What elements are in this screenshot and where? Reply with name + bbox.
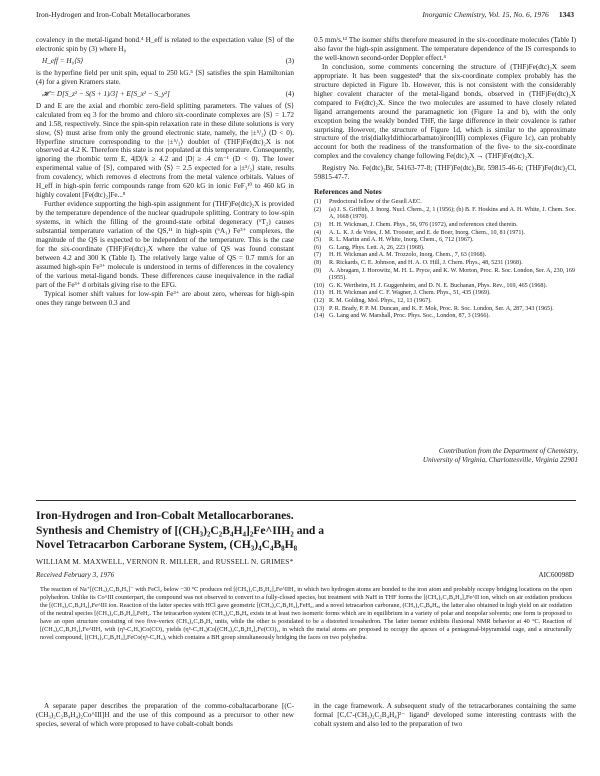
reference-number: (11)	[314, 290, 324, 297]
running-head-title: Iron-Hydrogen and Iron-Cobalt Metallocarboranes	[36, 10, 191, 19]
reference-number: (4)	[314, 229, 322, 236]
reference-text: G. Lang, Phys. Lett. A, 26, 223 (1968).	[329, 244, 425, 251]
affiliation-line: University of Virginia, Charlottesville, Virginia 22901	[422, 456, 578, 464]
paragraph: Further evidence supporting the high-spin assignment for (THF)Fe(dtc)₂X is provided by the temperature dependence of the nuclear quadrupole splitting. Contrary to low-spin systems, in which the filling of the ground-state orbital degeneracy (⁶T₂) causes substantial temperature variation of the QS,¹¹ in high-spin (⁶A₁) Fe³⁺ complexes, the magnitude of the QS is expected to be independent of the temperature. This is the case for the six-coordinate (THF)Fe(dtc)₂X where the value of QS was found constant between 4.2 and 300 K (Table I). The relatively large value of QS = 0.7 mm/s for an assumed high-spin Fe³⁺ molecule is understood in terms of differences in the covalency of the various metal-ligand bonds. These differences cause inequivalence in the radial part of the Fe³⁺ d orbitals giving rise to the EFG.	[36, 200, 294, 289]
references-list	[314, 199, 576, 321]
paragraph: Typical isomer shift values for low-spin Fe³⁺ are about zero, whereas for high-spin ones they range between 0.3 and	[36, 289, 294, 307]
reference-item	[314, 313, 576, 321]
reference-text: H. H. Wickman, J. Chem. Phys., 56, 976 (1972), and references cited therein.	[329, 221, 518, 228]
reference-text: Predoctoral fellow of the Gesell AEC.	[329, 199, 422, 206]
reference-number: (14)	[314, 313, 325, 320]
journal-citation: Inorganic Chemistry, Vol. 15, No. 6, 1976	[422, 10, 549, 19]
running-head	[36, 10, 574, 24]
equation-number: (3)	[285, 56, 294, 65]
reference-number: (6)	[314, 244, 322, 251]
reference-number: (9)	[314, 267, 322, 274]
reference-item	[314, 268, 576, 283]
reference-item	[314, 207, 576, 222]
reference-item	[314, 298, 576, 306]
reference-text: H. H. Wickman and A. M. Trozzolo, Inorg. Chem., 7, 63 (1968).	[329, 252, 487, 259]
references-heading: References and Notes	[314, 187, 382, 197]
reference-number: (7)	[314, 252, 322, 259]
reference-item	[314, 260, 576, 268]
running-head-citation	[422, 10, 574, 19]
reference-text: R. M. Golding, Mol. Phys., 12, 13 (1967).	[329, 297, 432, 304]
reference-number: (8)	[314, 259, 322, 266]
equation-number: (4)	[285, 89, 294, 98]
article-body-left	[36, 702, 294, 729]
reference-text: (a) J. S. Griffith, J. Inorg. Nucl. Chem., 2, 1 (1956); (b) B. F. Hoskins and A. H. White, J. Chem. Soc. A, 1668 (1970).	[329, 206, 576, 221]
manuscript-code: AIC60098D	[538, 571, 574, 579]
received-date: Received February 3, 1976	[36, 571, 115, 579]
reference-item	[314, 290, 576, 298]
contribution-affiliation	[316, 447, 578, 465]
page-number: 1343	[558, 10, 574, 19]
reference-number: (10)	[314, 282, 325, 289]
reference-number: (13)	[314, 305, 325, 312]
article-body-right	[314, 702, 576, 729]
reference-text: A. L. K. J. de Vries, J. M. Trooster, and E. de Boer, Inorg. Chem., 10, 81 (1971).	[329, 229, 525, 236]
reference-text: H. H. Wickman and C. F. Wagner, J. Chem. Phys., 51, 435 (1969).	[329, 290, 491, 297]
reference-item	[314, 222, 576, 230]
affiliation-line: Contribution from the Department of Chemistry,	[438, 447, 578, 455]
paragraph: in the cage framework. A subsequent study of the tetracarboranes containing the same formal [C,C'-(CH₃)₂C₂B₄H₄]²⁻ ligand² developed some interesting contrasts with the cobalt system and also led to the preparation of two	[314, 702, 576, 729]
reference-item	[314, 252, 576, 260]
equation-3	[42, 57, 294, 66]
left-column	[36, 36, 294, 308]
right-column	[314, 36, 576, 321]
reference-item	[314, 237, 576, 245]
reference-number: (5)	[314, 237, 322, 244]
reference-text: P. R. Brady, P. P. M. Duncan, and K. F. Mok, Proc. R. Soc. London, Ser. A, 287, 343 (1965).	[329, 305, 554, 312]
reference-text: R. L. Martin and A. H. White, Inorg. Chem., 6, 712 (1967).	[329, 237, 474, 244]
reference-number: (3)	[314, 221, 322, 228]
reference-number: (1)	[314, 199, 322, 206]
paragraph: is the hyperfine field per unit spin, equal to 250 kG.⁵ ⟨S⟩ satisfies the spin Hamiltonian (4) for a given Kramers state.	[36, 68, 294, 86]
equation-text: 𝓗 = D[S_z² − S(S + 1)/3] + E[S_x² − S_y²]	[42, 89, 170, 98]
reference-number: (2)	[314, 206, 322, 213]
paragraph: A separate paper describes the preparation of the commo-cobaltacarborane [(C-(CH₃)₂C₂B₄H₄)₂Co^III]H and the use of this compound as a precursor to other new species, several of which were proposed to have cobalt-cobalt bonds	[36, 702, 294, 729]
title-line: Synthesis and Chemistry of [(CH₃)₂C₂B₄H₄]₂Fe^IIH₂ and a	[36, 523, 325, 537]
equation-4	[42, 90, 294, 99]
registry-numbers: Registry No. Fe(dtc)₂Br, 54163-77-8; (THF)Fe(dtc)₂Br, 59815-46-6; (THF)Fe(dtc)₂Cl, 59815-47-7.	[314, 164, 576, 182]
reference-item	[314, 306, 576, 314]
reference-text: A. Abragam, J. Horowitz, M. H. L. Pryce, and K. W. Morton, Proc. R. Soc. London, Ser. A, 230, 169 (1955).	[329, 267, 575, 282]
paragraph: 0.5 mm/s.¹² The isomer shifts therefore measured in the six-coordinate molecules (Table I) also favor the high-spin assignment. The temperature dependence of the IS corresponds to the well-known second-order Doppler effect.⁴	[314, 36, 576, 62]
title-line: Iron-Hydrogen and Iron-Cobalt Metallocarboranes.	[36, 509, 294, 522]
reference-number: (12)	[314, 297, 325, 304]
paragraph: covalency in the metal-ligand bond.⁴ H_eff is related to the expectation value ⟨S⟩ of the electronic spin by (3) where H₀	[36, 36, 294, 53]
abstract: The reaction of Na⁺[(CH₃)₂C₂B₄H₅]⁻ with FeCl₂ below −30 °C produces red [(CH₃)₂C₂B₄H₄]₂Fe^IIH₂ in which two hydrogen atoms are bonded to the iron atom and probably occupy bridging locations on the open polyhedron. Unlike its Co^III counterpart, the compound was not observed to convert to a fully-closed species, but treatment with NaH in THF forms the [(CH₃)₂C₂B₄H₄]₂Fe^II ion, which on air oxidation produces the [(CH₃)₂C₂B₄H₄]₂Fe^III ion. Reaction of the latter species with HCl gave geometric [(CH₃)₂C₂B₄H₄]₂FeH₂, and a novel tetracarbon carborane, (CH₃)₄C₄B₈H₈, the latter also obtained in high yield on air oxidation of the neutral species [(CH₃)₂C₂B₄H₄]₂FeH₂. The tetracarbon system (CH₃)₄C₄B₈H₈ exists in at least two isomeric forms which are in equilibrium in a variety of polar and nonpolar solvents; one form is proposed to have an open structure consisting of two five-vertex (CH₃)₂C₂B₄H₄ units, while the other is postulated to be a distorted icosahedron. The latter isomer exhibits fluxional NMR behavior at 40 °C. Reaction of [(CH₃)₂C₂B₄H₄]₂Fe^IIH₂ with (η⁵-C₅H₅)Co(CO)₂ yields (η⁵-C₅H₅)Co[(CH₃)₂C₂B₄H₄]₂Fe(CO)₂, in which the metal atoms are proposed to occupy the apexes of a pentagonal-bipyramidal cage, and a structurally novel compound, [(CH₃)₂C₂B₄H₄]₂FeCo(η⁵-C₅H₅), which contains a BH group simultaneously bridging the faces on two polyhedra.	[40, 586, 572, 641]
paragraph: D and E are the axial and rhombic zero-field splitting parameters. The values of ⟨S⟩ calculated from eq 3 for the bromo and chloro six-coordinate complexes are ⟨S⟩ = 1.72 and 1.58, respectively. Since the spin-spin relaxation rate in these dilute solutions is very slow, ⟨S⟩ must arise from only the ground electronic state, namely, the |±⁵/₂⟩ (D < 0). Hyperfine structure corresponding to the |±⁵/₂⟩ doublet of (THF)Fe(dtc)₂X is not observed at 4.2 K. Therefore this state is not populated at this temperature. Consequently, ignoring the rhombic term E, 4|D|/k ≥ 4.2 and |D| ≥ .4 cm⁻¹ (D < 0). The lower experimental value of ⟨S⟩, compared with ⟨S⟩ = 2.5 expected for a |±⁵/₂⟩ state, results from covalency, which removes d electrons from the metal valence orbitals. Values of H_eff in high-spin ferric compounds range from 620 kG in ionic FeF₃¹⁰ to 460 kG in highly covalent [Fe(dtc)₂]Fe...⁸	[36, 101, 294, 200]
reference-text: G. Lang and W. Marshall, Proc. Phys. Soc., London, 87, 3 (1966).	[329, 313, 490, 320]
equation-text: H_eff = H₀⟨S⟩	[42, 56, 84, 65]
reference-text: R. Rickards, C. E. Johnson, and H. A. O. Hill, J. Chem. Phys., 48, 5231 (1968).	[329, 259, 523, 266]
reference-item	[314, 199, 576, 207]
article-title	[36, 509, 556, 553]
paragraph: In conclusion, some comments concerning the structure of (THF)Fe(dtc)₂X seem appropriate. It has been suggested⁴ that the six-coordinate complex probably has the structure depicted in Figure 1b. However, this is not consistent with the considerably higher covalent character of the metal-ligand bonds, observed in (THF)Fe(dtc)₂X compared to Fe(dtc)₂X. Since the two molecules are assumed to have closely related ligand arrangements around the paramagnetic ion (Figure 1a and b), with the only exception being the weakly bonded THF, the large difference in their covalence is rather surprising. However, the structure of Figure 1d, which is similar to the approximate structure of the tris(dialkyldithiocarbamato)iron(III) complexes (Figure 1c), can probably account for both the readiness of the transformation of the five- to the six-coordinate complex and the covalency change following Fe(dtc)₂X → (THF)Fe(dtc)₂X.	[314, 62, 576, 161]
title-line: Novel Tetracarbon Carborane System, (CH₃)₄C₄B₈H₈	[36, 538, 298, 552]
reference-text: G. K. Wertheim, H. J. Guggenheim, and D. N. E. Buchanan, Phys. Rev., 169, 465 (1968).	[329, 282, 548, 289]
authors: WILLIAM M. MAXWELL, VERNON R. MILLER, and RUSSELL N. GRIMES*	[36, 557, 294, 566]
section-divider	[36, 500, 576, 501]
